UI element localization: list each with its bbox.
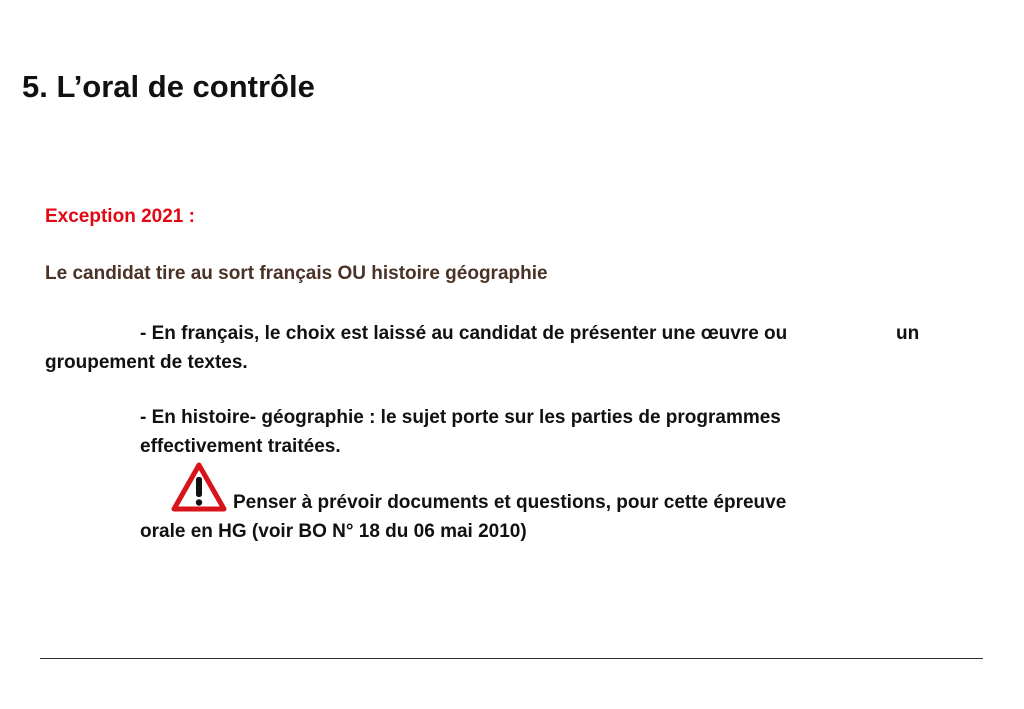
warning-triangle-icon bbox=[171, 462, 227, 512]
french-text-end: un bbox=[896, 323, 920, 344]
warning-line-2: orale en HG (voir BO N° 18 du 06 mai 2010) bbox=[140, 521, 527, 542]
french-line-1 bbox=[45, 319, 925, 348]
french-line-2: groupement de textes. bbox=[45, 352, 248, 373]
slide-title: 5. L’oral de contrôle bbox=[22, 68, 315, 104]
french-paragraph bbox=[45, 319, 925, 377]
warning-note bbox=[140, 488, 900, 546]
candidate-draw-statement: Le candidat tire au sort français OU histoire géographie bbox=[45, 263, 548, 284]
warning-line-1 bbox=[140, 488, 900, 517]
footer-divider bbox=[40, 658, 983, 659]
french-text: - En français, le choix est laissé au candidat de présenter une œuvre ou bbox=[140, 323, 788, 344]
exception-heading: Exception 2021 : bbox=[45, 206, 195, 227]
warning-text: Penser à prévoir documents et questions, pour cette épreuve bbox=[233, 492, 787, 513]
history-geography-paragraph: - En histoire- géographie : le sujet porte sur les parties de programmes effectivement traitées. bbox=[140, 407, 781, 457]
